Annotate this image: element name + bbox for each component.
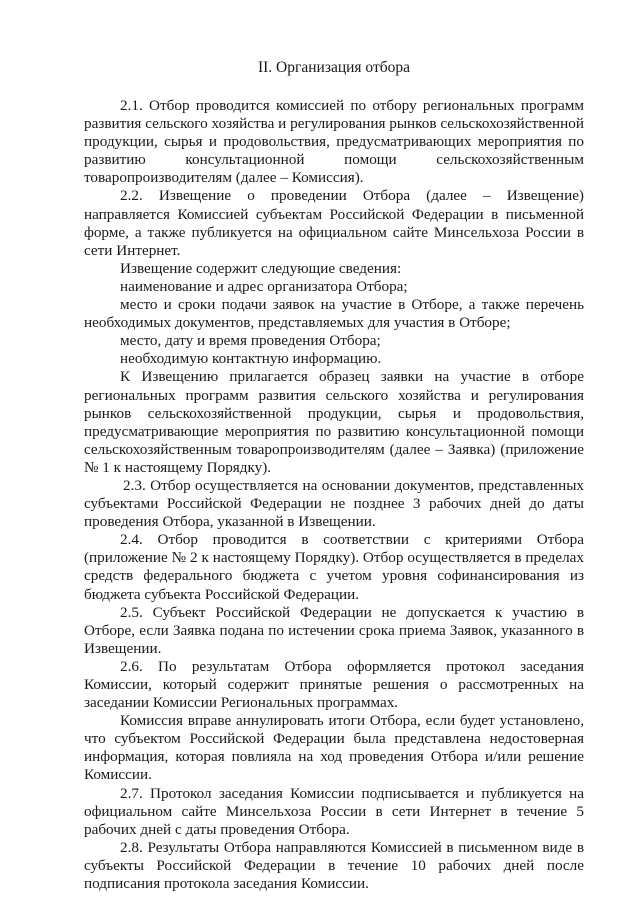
paragraph-selection-date: место, дату и время проведения Отбора; [120, 332, 381, 350]
paragraph-2-2: 2.2. Извещение о проведении Отбора (далее – Извещение) направляется Комиссией субъектам Российской Федерации в письменной форме, а также публикуется на официальном сайте Минсельхоза России в сети Интернет. [84, 187, 584, 259]
paragraph-2-6: 2.6. По результатам Отбора оформляется протокол заседания Комиссии, который содержит принятые решения о рассмотренных на заседании Комиссии Региональных программах. [84, 657, 584, 712]
paragraph-2-7: 2.7. Протокол заседания Комиссии подписывается и публикуется на официальном сайте Минсельхоза России в сети Интернет в течение 5 рабочих дней с даты проведения Отбора. [84, 784, 584, 838]
paragraph-2-1: 2.1. Отбор проводится комиссией по отбору региональных программ развития сельского хозяйства и регулирования рынков сельскохозяйственной продукции, сырья и продовольствия, предусматривающих мероприятия по развитию консультационной помощи сельскохозяйственным товаропроизводителям (далее – Комиссия). [84, 97, 584, 187]
paragraph-2-5: 2.5. Субъект Российской Федерации не допускается к участию в Отборе, если Заявка подана по истечении срока приема Заявок, указанного в Извещении. [84, 603, 584, 657]
paragraph-2-4: 2.4. Отбор проводится в соответствии с критериями Отбора (приложение № 2 к настоящему Порядку). Отбор осуществляется в пределах средств федерального бюджета с учетом уровня софинансирования из бюджета субъекта Российской Федерации. [84, 531, 584, 603]
paragraph-organizer-name: наименование и адрес организатора Отбора; [120, 277, 408, 295]
paragraph-application-sample: К Извещению прилагается образец заявки на участие в отборе региональных программ развития сельского хозяйства и регулирования рынков сельскохозяйственной продукции, сырья и продовольствия, предусматривающие мероприятия по развитию консультационной помощи сельскохозяйственным товаропроизводителям (далее – Заявка) (приложение № 1 к настоящему Порядку). [84, 368, 584, 476]
paragraph-notice-contents: Извещение содержит следующие сведения: [120, 259, 402, 277]
paragraph-submission-terms: место и сроки подачи заявок на участие в Отборе, а также перечень необходимых документов, представляемых для участия в Отборе; [84, 296, 584, 332]
paragraph-2-3: 2.3. Отбор осуществляется на основании документов, представленных субъектами Российской Федерации не позднее 3 рабочих дней до даты проведения Отбора, указанной в Извещении. [84, 476, 584, 531]
section-heading: II. Организация отбора [257, 59, 411, 76]
paragraph-2-8: 2.8. Результаты Отбора направляются Комиссией в письменном виде в субъекты Российской Федерации в течение 10 рабочих дней после подписания протокола заседания Комиссии. [84, 838, 584, 893]
paragraph-contact-info: необходимую контактную информацию. [120, 350, 382, 368]
paragraph-annulment: Комиссия вправе аннулировать итоги Отбора, если будет установлено, что субъектом Российской Федерации была представлена недостоверная информация, которая повлияла на ход проведения Отбора и/или решение Комиссии. [84, 712, 584, 784]
